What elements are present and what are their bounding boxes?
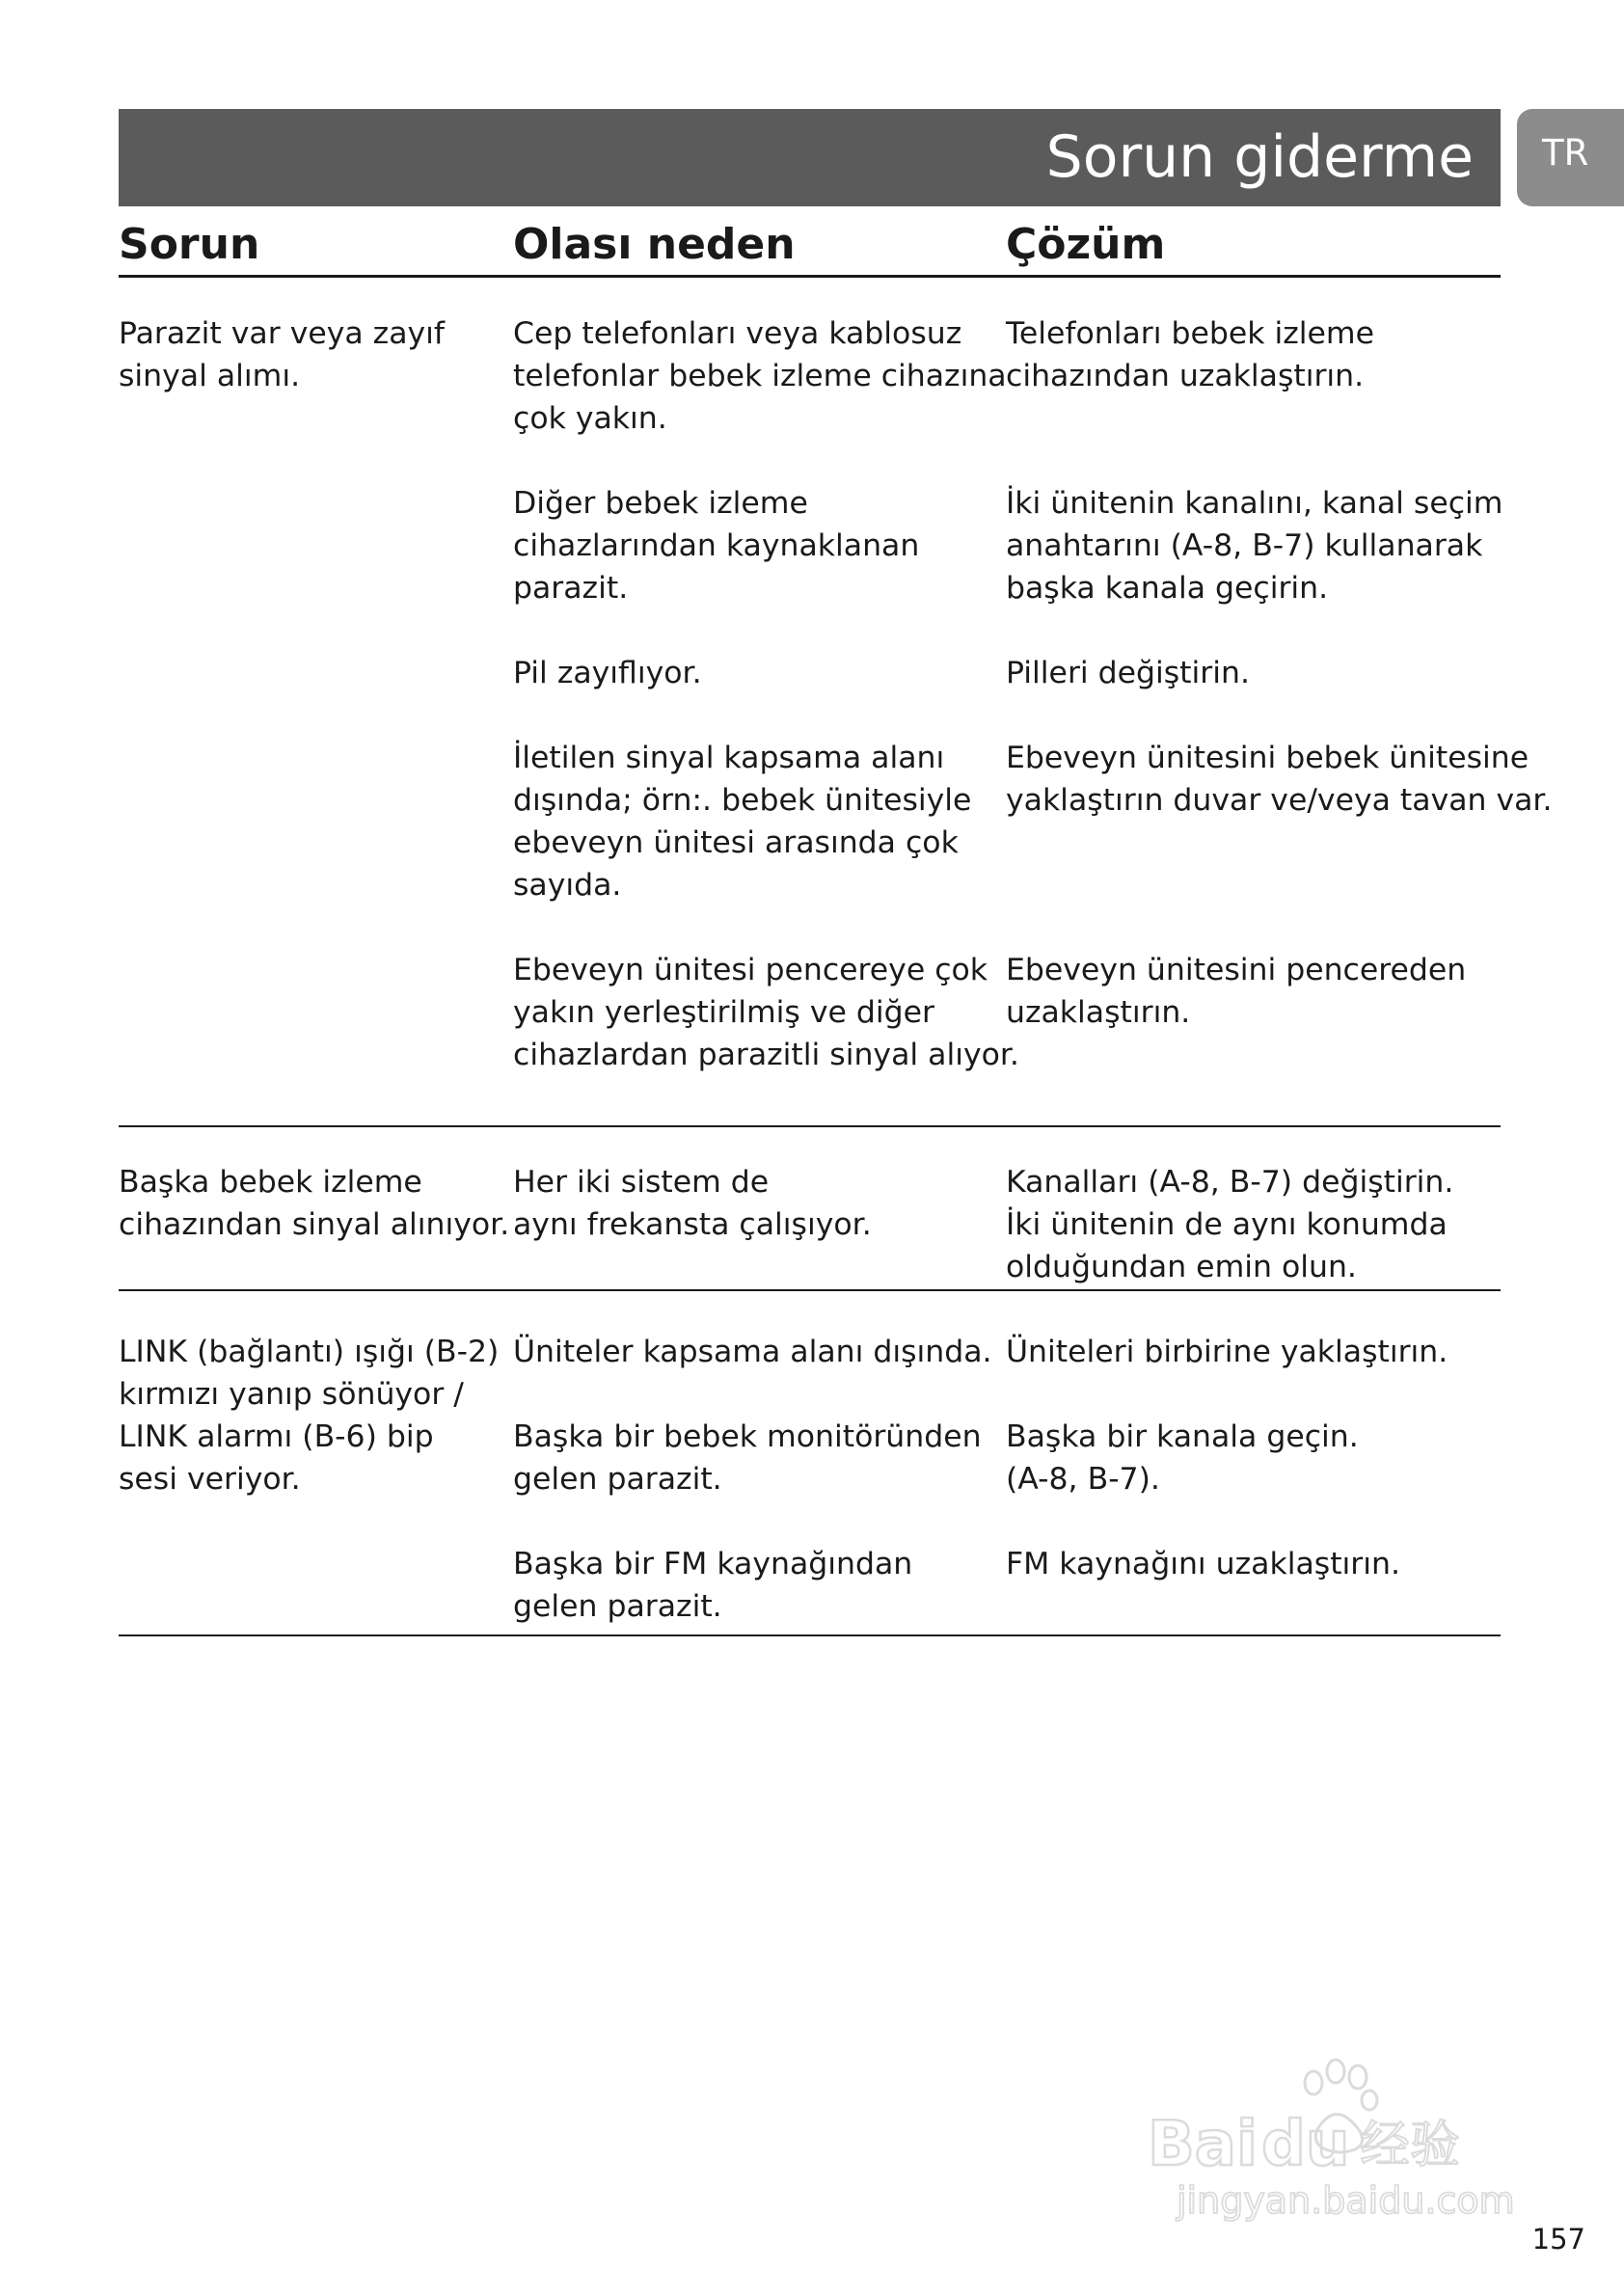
baidu-watermark-logo [1138,2054,1543,2228]
svg-text:Bai: Bai [1148,2109,1258,2180]
row-1-cause-3: Pil zayıflıyor. [513,656,702,690]
section-title-bar [119,109,1501,206]
row-3-cause-1: Üniteler kapsama alanı dışında. [513,1335,992,1369]
row-divider [119,1289,1501,1291]
language-tab[interactable] [1517,109,1624,206]
row-1-solution-4: Ebeveyn ünitesini bebek ünitesine yaklaştırın duvar ve/veya tavan var. [1006,741,1553,818]
row-1-problem: Parazit var veya zayıf sinyal alımı. [119,316,445,393]
column-header-solution: Çözüm [1006,220,1166,269]
row-1-cause-1: Cep telefonları veya kablosuz telefonlar bebek izleme cihazına çok yakın. [513,316,1007,436]
svg-text:du: du [1261,2109,1350,2180]
svg-text:经验: 经验 [1360,2117,1461,2174]
table-bottom-divider [119,1634,1501,1636]
row-1-cause-5: Ebeveyn ünitesi pencereye çok yakın yerleştirilmiş ve diğer cihazlardan parazitli sinyal alıyor. [513,953,1019,1072]
svg-text:jingyan.baidu.com: jingyan.baidu.com [1177,2179,1515,2222]
row-2-problem: Başka bebek izleme cihazından sinyal alınıyor. [119,1165,510,1242]
row-3-solution-1: Üniteleri birbirine yaklaştırın. [1006,1335,1448,1369]
row-2-solution-1: Kanalları (A-8, B-7) değiştirin. İki ünitenin de aynı konumda olduğundan emin olun. [1006,1165,1454,1284]
row-2-cause-1: Her iki sistem de aynı frekansta çalışıyor. [513,1165,872,1242]
language-tab-label: TR [1542,132,1589,174]
row-1-solution-1: Telefonları bebek izleme cihazından uzaklaştırın. [1006,316,1374,393]
row-3-solution-2: Başka bir kanala geçin. (A-8, B-7). [1006,1419,1359,1497]
row-3-problem: LINK (bağlantı) ışığı (B-2) kırmızı yanıp sönüyor / LINK alarmı (B-6) bip sesi veriyor. [119,1335,500,1497]
header-divider [119,275,1501,278]
row-1-solution-3: Pilleri değiştirin. [1006,656,1250,690]
page-number: 157 [1531,2223,1585,2255]
row-3-cause-3: Başka bir FM kaynağından gelen parazit. [513,1547,913,1624]
page-title: Sorun giderme [1045,123,1474,191]
column-header-problem: Sorun [119,220,260,269]
row-3-cause-2: Başka bir bebek monitöründen gelen parazit. [513,1419,982,1497]
row-divider [119,1125,1501,1127]
row-1-cause-4: İletilen sinyal kapsama alanı dışında; örn:. bebek ünitesiyle ebeveyn ünitesi arasında çok sayıda. [513,741,972,903]
row-1-cause-2: Diğer bebek izleme cihazlarından kaynaklanan parazit. [513,486,920,606]
row-1-solution-5: Ebeveyn ünitesini pencereden uzaklaştırın. [1006,953,1467,1030]
column-header-cause: Olası neden [513,220,796,269]
row-1-solution-2: İki ünitenin kanalını, kanal seçim anahtarını (A-8, B-7) kullanarak başka kanala geçirin. [1006,486,1503,606]
row-3-solution-3: FM kaynağını uzaklaştırın. [1006,1547,1400,1581]
